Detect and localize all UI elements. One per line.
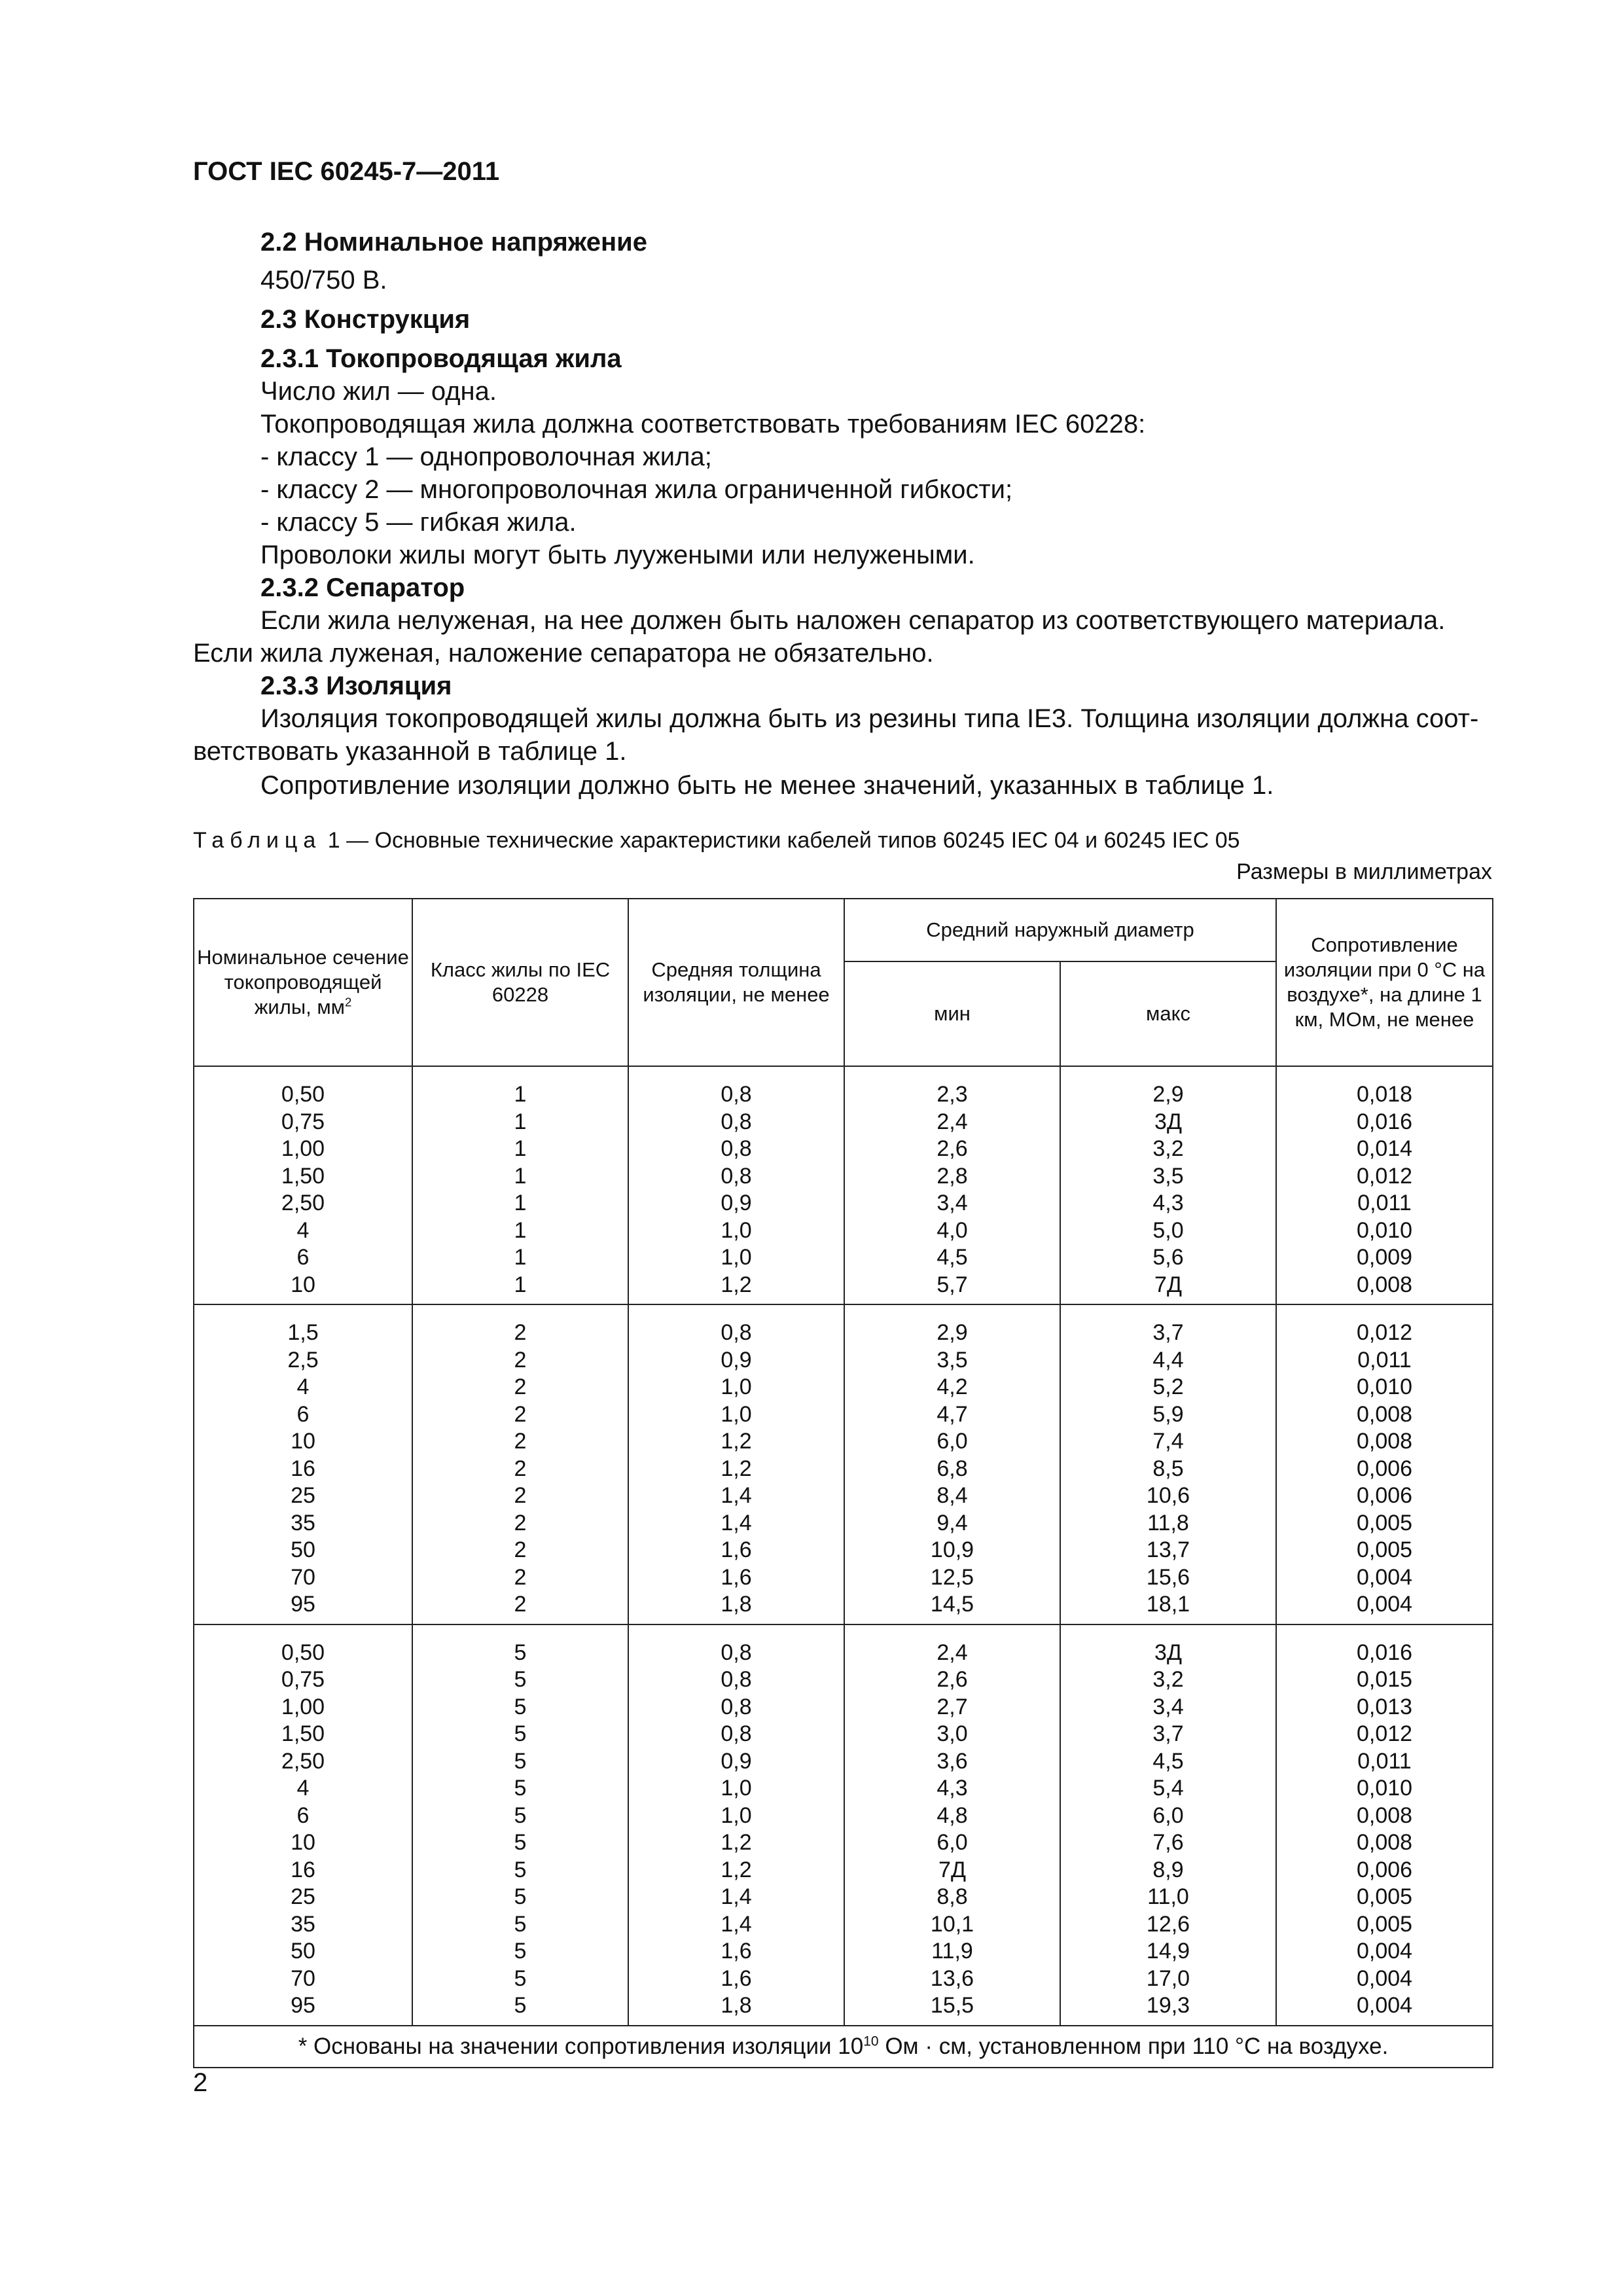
table-cell-value: 2 [514,1483,527,1508]
table-cell-value: 0,004 [1356,1592,1413,1617]
header-diameter: Средний наружный диаметр [844,899,1276,961]
group-cell-section [194,1304,412,1624]
table-cell-value: 4 [296,1217,310,1243]
table-cell-value: 4,5 [1152,1748,1184,1774]
table-cell-value: 0,8 [721,1721,752,1746]
table-cell-value: 1,2 [721,1857,752,1882]
table-cell-value: 0,8 [721,1320,752,1345]
table-cell-value: 7,6 [1152,1830,1184,1855]
section-2-3-1-line-3: - классу 1 — однопроволочная жила; [260,442,712,471]
header-section [194,899,412,1066]
table-cell-value: 3,7 [1152,1320,1184,1345]
table-cell-value: 1 [514,1082,527,1107]
table-cell-value: 3,4 [936,1191,968,1215]
table-cell-value: 50 [291,1537,315,1562]
section-2-2-title: 2.2 Номинальное напряжение [260,228,647,257]
table-cell-value: 0,008 [1356,1803,1413,1828]
table-cell-value: 1,2 [721,1830,752,1855]
group-cell-class [412,1066,628,1304]
group-cell-class [412,1624,628,2026]
table-cell-value: 1 [514,1191,527,1215]
section-2-3-2-line-1: Если жила нелуженая, на нее должен быть наложен сепаратор из соответствующего материала. [260,606,1446,635]
section-2-3-3-title: 2.3.3 Изоляция [260,672,452,700]
group-cell-class [412,1304,628,1624]
table-cell-value: 5 [514,1911,527,1937]
table-cell-value: 1,4 [721,1483,752,1508]
table-cell-value: 19,3 [1146,1993,1190,2018]
table-cell-value: 1,0 [721,1803,752,1828]
table-cell-value: 10,9 [930,1537,974,1562]
table-cell-value: 2,4 [936,1109,968,1134]
table-cell-value: 3,0 [936,1721,968,1746]
table-cell-value: 0,50 [281,1640,325,1665]
section-2-3-1-line-1: Число жил — одна. [260,377,497,406]
table-cell-value: 0,8 [721,1109,752,1134]
table-cell-value: 7Д [938,1857,966,1882]
table-cell-value: 14,9 [1146,1939,1190,1964]
table-cell-value: 1,6 [721,1564,752,1590]
table-cell-value: 2,8 [936,1163,968,1189]
group-cell-dmin [844,1624,1060,2026]
characteristics-table [193,898,1493,2068]
footnote-text-a: * Основаны на значении сопротивления изоляции 10 [298,2033,864,2059]
table-cell-value: 4,4 [1152,1347,1184,1372]
table-cell-value: 0,006 [1356,1483,1413,1508]
table-caption-label: Таблица [193,828,322,853]
table-cell-value: 1,8 [721,1993,752,2018]
table-group-class-1 [194,1066,1493,1304]
table-cell-value: 0,012 [1356,1721,1413,1746]
table-cell-value: 11,9 [931,1939,973,1964]
group-cell-resist [1276,1624,1493,2026]
table-cell-value: 5,9 [1152,1401,1184,1427]
table-cell-value: 1,4 [721,1884,752,1909]
table-cell-value: 5,7 [936,1272,968,1297]
table-cell-value: 5 [514,1830,527,1855]
table-cell-value: 1,2 [721,1272,752,1297]
table-cell-value: 3,4 [1152,1694,1184,1719]
group-cell-thickness [628,1624,844,2026]
table-caption [193,828,1240,853]
table-cell-value: 1,6 [721,1965,752,1991]
table-cell-value: 0,018 [1356,1082,1413,1107]
table-cell-value: 0,004 [1356,1939,1413,1964]
table-cell-value: 2,9 [936,1320,968,1345]
table-cell-value: 12,5 [930,1564,974,1590]
group-cell-section [194,1624,412,2026]
header-diameter-max: макс [1060,961,1276,1066]
table-cell-value: 70 [291,1564,315,1590]
header-thickness: Средняя толщина изоляции, не менее [628,899,844,1066]
table-cell-value: 0,010 [1356,1217,1413,1243]
table-cell-value: 1,2 [721,1429,752,1454]
table-cell-value: 0,015 [1356,1667,1413,1692]
table-cell-value: 4,5 [936,1245,968,1270]
table-cell-value: 0,8 [721,1136,752,1161]
table-cell-value: 2 [514,1592,527,1617]
table-cell-value: 0,75 [281,1667,325,1692]
table-cell-value: 13,6 [930,1965,974,1991]
table-cell-value: 5 [514,1776,527,1801]
header-section-sup: 2 [344,995,352,1009]
table-footnote-row [194,2026,1493,2068]
section-2-3-1-line-5: - классу 5 — гибкая жила. [260,508,577,537]
table-cell-value: 16 [291,1857,315,1882]
table-cell-value: 0,009 [1356,1245,1413,1270]
table-cell-value: 0,006 [1356,1857,1413,1882]
table-footnote [194,2026,1493,2068]
section-2-3-2-line-2: Если жила луженая, наложение сепаратора не обязательно. [193,639,934,668]
table-cell-value: 0,011 [1357,1191,1412,1215]
table-cell-value: 0,75 [281,1109,325,1134]
table-cell-value: 2 [514,1456,527,1481]
table-cell-value: 0,005 [1356,1911,1413,1937]
table-cell-value: 0,004 [1356,1993,1413,2018]
table-cell-value: 25 [291,1884,315,1909]
table-cell-value: 18,1 [1146,1592,1190,1617]
table-cell-value: 8,8 [936,1884,968,1909]
group-cell-dmax [1060,1624,1276,2026]
table-cell-value: 3,2 [1152,1667,1184,1692]
table-cell-value: 0,011 [1357,1347,1412,1372]
table-cell-value: 2 [514,1537,527,1562]
section-2-3-1-line-6: Проволоки жилы могут быть луужеными или нелужеными. [260,541,975,569]
table-cell-value: 4 [296,1776,310,1801]
table-cell-value: 3Д [1154,1109,1182,1134]
table-cell-value: 2,6 [936,1667,968,1692]
table-cell-value: 9,4 [936,1510,968,1535]
table-cell-value: 4 [296,1374,310,1399]
table-cell-value: 6 [296,1245,310,1270]
table-cell-value: 0,011 [1357,1748,1412,1774]
table-cell-value: 0,8 [721,1640,752,1665]
table-cell-value: 2,50 [281,1748,325,1774]
table-cell-value: 12,6 [1146,1911,1190,1937]
table-cell-value: 1,4 [721,1911,752,1937]
table-cell-value: 0,005 [1356,1537,1413,1562]
table-cell-value: 95 [291,1993,315,2018]
table-cell-value: 0,008 [1356,1272,1413,1297]
table-cell-value: 0,010 [1356,1776,1413,1801]
section-2-3-1-title: 2.3.1 Токопроводящая жила [260,344,622,373]
table-cell-value: 0,008 [1356,1830,1413,1855]
document-header: ГОСТ IEC 60245-7—2011 [193,157,500,186]
table-cell-value: 0,9 [721,1191,752,1215]
group-cell-thickness [628,1066,844,1304]
table-cell-value: 0,9 [721,1748,752,1774]
table-cell-value: 5,2 [1152,1374,1184,1399]
table-cell-value: 1 [514,1272,527,1297]
table-cell-value: 2 [514,1320,527,1345]
table-cell-value: 1,0 [721,1401,752,1427]
table-cell-value: 8,5 [1152,1456,1184,1481]
section-2-3-2-title: 2.3.2 Сепаратор [260,573,465,602]
table-cell-value: 0,004 [1356,1965,1413,1991]
table-cell-value: 3Д [1154,1640,1182,1665]
table-cell-value: 1,0 [721,1245,752,1270]
table-cell-value: 4,2 [936,1374,968,1399]
table-cell-value: 50 [291,1939,315,1964]
table-cell-value: 11,0 [1147,1884,1189,1909]
header-class: Класс жилы по IEC 60228 [412,899,628,1066]
table-cell-value: 25 [291,1483,315,1508]
table-cell-value: 7Д [1154,1272,1182,1297]
table-cell-value: 16 [291,1456,315,1481]
table-cell-value: 0,8 [721,1163,752,1189]
header-section-text: Номинальное сечение токопроводящей жилы, мм [197,946,409,1018]
section-2-3-1-line-2: Токопроводящая жила должна соответствовать требованиям IEC 60228: [260,410,1146,439]
table-cell-value: 0,005 [1356,1510,1413,1535]
table-cell-value: 1 [514,1217,527,1243]
group-cell-dmin [844,1304,1060,1624]
table-cell-value: 5 [514,1694,527,1719]
table-cell-value: 1,5 [287,1320,319,1345]
table-cell-value: 3,5 [1152,1163,1184,1189]
table-cell-value: 3,5 [936,1347,968,1372]
section-2-3-title: 2.3 Конструкция [260,305,471,334]
table-cell-value: 0,006 [1356,1456,1413,1481]
table-cell-value: 1,6 [721,1537,752,1562]
table-cell-value: 15,5 [930,1993,974,2018]
table-cell-value: 5 [514,1748,527,1774]
table-cell-value: 2,9 [1152,1082,1184,1107]
table-cell-value: 10 [291,1429,315,1454]
table-cell-value: 5,4 [1152,1776,1184,1801]
table-cell-value: 2 [514,1429,527,1454]
table-cell-value: 5 [514,1884,527,1909]
table-cell-value: 0,008 [1356,1429,1413,1454]
footnote-text-b: Ом · см, установленном при 110 °С на воздухе. [878,2033,1389,2059]
table-cell-value: 0,010 [1356,1374,1413,1399]
table-cell-value: 2,6 [936,1136,968,1161]
table-cell-value: 4,3 [936,1776,968,1801]
table-cell-value: 2 [514,1401,527,1427]
group-cell-resist [1276,1066,1493,1304]
table-cell-value: 5 [514,1640,527,1665]
table-cell-value: 5 [514,1857,527,1882]
table-cell-value: 35 [291,1510,315,1535]
table-cell-value: 2,5 [287,1347,319,1372]
group-cell-resist [1276,1304,1493,1624]
header-resistance: Сопротивление изоляции при 0 °С на воздухе*, на длине 1 км, МОм, не менее [1276,899,1493,1066]
table-cell-value: 10 [291,1272,315,1297]
table-cell-value: 1,50 [281,1721,325,1746]
table-cell-value: 0,016 [1356,1640,1413,1665]
table-cell-value: 2,4 [936,1640,968,1665]
table-cell-value: 0,014 [1356,1136,1413,1161]
table-cell-value: 0,8 [721,1082,752,1107]
table-cell-value: 8,9 [1152,1857,1184,1882]
table-cell-value: 10 [291,1830,315,1855]
table-cell-value: 1,00 [281,1694,325,1719]
table-cell-value: 0,012 [1356,1320,1413,1345]
table-cell-value: 3,2 [1152,1136,1184,1161]
section-2-3-3-line-2: ветствовать указанной в таблице 1. [193,737,627,766]
table-group-class-2 [194,1304,1493,1624]
table-cell-value: 1 [514,1109,527,1134]
table-cell-value: 17,0 [1146,1965,1190,1991]
table-cell-value: 4,0 [936,1217,968,1243]
table-cell-value: 4,3 [1152,1191,1184,1215]
group-cell-section [194,1066,412,1304]
table-cell-value: 3,7 [1152,1721,1184,1746]
table-cell-value: 0,012 [1356,1163,1413,1189]
table-cell-value: 1,4 [721,1510,752,1535]
section-2-2-text: 450/750 В. [260,266,387,295]
table-cell-value: 4,8 [936,1803,968,1828]
table-cell-value: 15,6 [1146,1564,1190,1590]
table-cell-value: 0,008 [1356,1401,1413,1427]
table-cell-value: 0,004 [1356,1564,1413,1590]
table-cell-value: 0,013 [1356,1694,1413,1719]
table-cell-value: 0,005 [1356,1884,1413,1909]
group-cell-thickness [628,1304,844,1624]
table-cell-value: 14,5 [930,1592,974,1617]
table-cell-value: 10,1 [930,1911,974,1937]
table-cell-value: 6,0 [936,1429,968,1454]
table-cell-value: 1 [514,1245,527,1270]
table-cell-value: 5 [514,1993,527,2018]
table-cell-value: 1,0 [721,1776,752,1801]
table-cell-value: 7,4 [1152,1429,1184,1454]
table-cell-value: 1,8 [721,1592,752,1617]
table-cell-value: 0,016 [1356,1109,1413,1134]
table-cell-value: 5 [514,1939,527,1964]
table-cell-value: 6,0 [936,1830,968,1855]
table-cell-value: 0,9 [721,1347,752,1372]
table-cell-value: 5 [514,1803,527,1828]
table-cell-value: 5 [514,1965,527,1991]
table-cell-value: 1 [514,1163,527,1189]
header-diameter-min: мин [844,961,1060,1066]
group-cell-dmax [1060,1066,1276,1304]
table-cell-value: 1,0 [721,1374,752,1399]
table-units: Размеры в миллиметрах [1236,859,1492,884]
table-cell-value: 5 [514,1721,527,1746]
table-cell-value: 10,6 [1146,1483,1190,1508]
table-cell-value: 2,3 [936,1082,968,1107]
table-cell-value: 0,8 [721,1694,752,1719]
table-group-class-5 [194,1624,1493,2026]
group-cell-dmin [844,1066,1060,1304]
table-cell-value: 6,0 [1152,1803,1184,1828]
table-cell-value: 2 [514,1347,527,1372]
table-cell-value: 2 [514,1510,527,1535]
table-caption-text: 1 — Основные технические характеристики кабелей типов 60245 IEC 04 и 60245 IEC 05 [321,828,1240,853]
page-number: 2 [193,2068,208,2097]
table-cell-value: 1,50 [281,1163,325,1189]
table-cell-value: 1,2 [721,1456,752,1481]
table-cell-value: 2,50 [281,1191,325,1215]
table-cell-value: 2 [514,1374,527,1399]
section-2-3-1-line-4: - классу 2 — многопроволочная жила ограниченной гибкости; [260,475,1013,504]
table-cell-value: 5,6 [1152,1245,1184,1270]
table-cell-value: 5 [514,1667,527,1692]
group-cell-dmax [1060,1304,1276,1624]
table-cell-value: 6 [296,1401,310,1427]
table-cell-value: 6,8 [936,1456,968,1481]
table-cell-value: 3,6 [936,1748,968,1774]
table-cell-value: 2,7 [936,1694,968,1719]
table-cell-value: 0,50 [281,1082,325,1107]
section-2-3-3-line-3: Сопротивление изоляции должно быть не менее значений, указанных в таблице 1. [260,771,1274,800]
table-cell-value: 1,0 [721,1217,752,1243]
table-cell-value: 13,7 [1146,1537,1190,1562]
table-cell-value: 95 [291,1592,315,1617]
section-2-3-3-line-1: Изоляция токопроводящей жилы должна быть из резины типа IE3. Толщина изоляции должна соот- [260,704,1479,733]
table-cell-value: 1,00 [281,1136,325,1161]
table-cell-value: 0,8 [721,1667,752,1692]
table-cell-value: 5,0 [1152,1217,1184,1243]
table-cell-value: 4,7 [936,1401,968,1427]
table-cell-value: 2 [514,1564,527,1590]
table-cell-value: 70 [291,1965,315,1991]
table-cell-value: 8,4 [936,1483,968,1508]
table-cell-value: 1,6 [721,1939,752,1964]
table-cell-value: 6 [296,1803,310,1828]
table-cell-value: 11,8 [1147,1510,1189,1535]
table-cell-value: 35 [291,1911,315,1937]
footnote-sup: 10 [863,2033,879,2049]
table-cell-value: 1 [514,1136,527,1161]
